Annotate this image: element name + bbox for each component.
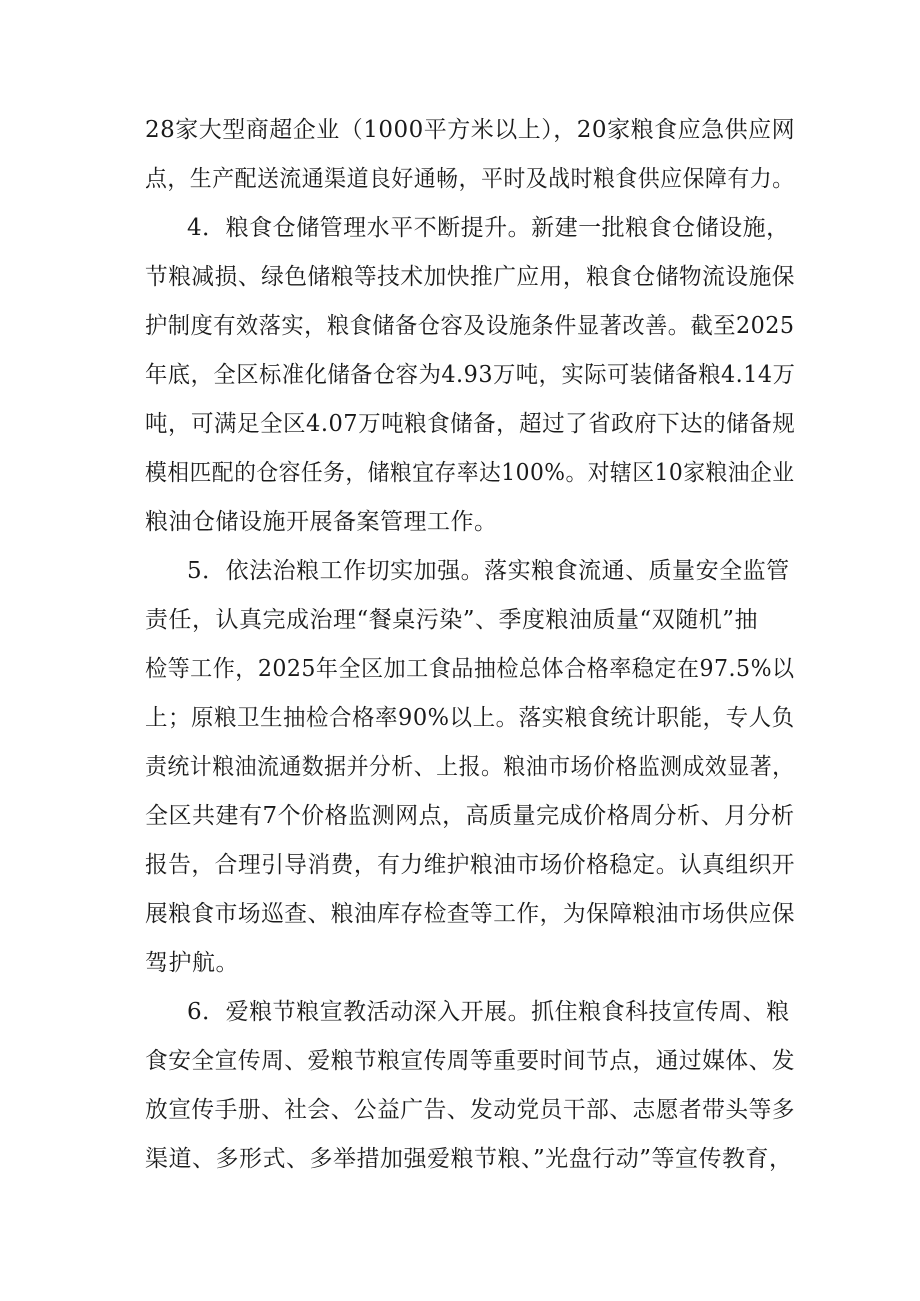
text-line: 全区共建有7个价格监测网点，高质量完成价格周分析、月分析	[145, 803, 795, 829]
text-line: 检等工作，2025年全区加工食品抽检总体合格率稳定在97.5%以	[145, 656, 795, 682]
text-line: 报告，合理引导消费，有力维护粮油市场价格稳定。认真组织开	[145, 852, 795, 878]
text-line: 年底，全区标准化储备仓容为4.93万吨，实际可装储备粮4.14万	[145, 362, 796, 388]
text-line: 模相匹配的仓容任务，储粮宜存率达100%。对辖区10家粮油企业	[145, 460, 795, 486]
text-line: 渠道、多形式、多举措加强爱粮节粮、”光盘行动”等宣传教育，	[145, 1146, 793, 1172]
text-line: 吨，可满足全区4.07万吨粮食储备，超过了省政府下达的储备规	[145, 411, 796, 437]
text-line: 驾护航。	[145, 950, 239, 976]
text-line: 粮油仓储设施开展备案管理工作。	[145, 509, 498, 535]
text-line: 护制度有效落实，粮食储备仓容及设施条件显著改善。截至2025	[145, 313, 795, 339]
paragraph-heading-4: 4．粮食仓储管理水平不断提升。新建一批粮食仓储设施，	[187, 215, 790, 241]
text-line: 展粮食市场巡查、粮油库存检查等工作，为保障粮油市场供应保	[145, 901, 795, 927]
paragraph-heading-5: 5．依法治粮工作切实加强。落实粮食流通、质量安全监管	[187, 558, 790, 584]
text-line: 28家大型商超企业（1000平方米以上），20家粮食应急供应网	[145, 117, 796, 143]
text-line: 节粮减损、绿色储粮等技术加快推广应用，粮食仓储物流设施保	[145, 264, 795, 290]
text-line: 点，生产配送流通渠道良好通畅，平时及战时粮食供应保障有力。	[145, 166, 795, 192]
text-line: 责统计粮油流通数据并分析、上报。粮油市场价格监测成效显著，	[145, 754, 795, 780]
text-line: 放宣传手册、社会、公益广告、发动党员干部、志愿者带头等多	[145, 1097, 795, 1123]
text-line: 责任，认真完成治理“餐桌污染”、季度粮油质量“双随机”抽	[145, 607, 759, 633]
text-line: 食安全宣传周、爱粮节粮宣传周等重要时间节点，通过媒体、发	[145, 1048, 795, 1074]
paragraph-heading-6: 6．爱粮节粮宣教活动深入开展。抓住粮食科技宣传周、粮	[187, 999, 790, 1025]
text-line: 上；原粮卫生抽检合格率90%以上。落实粮食统计职能，专人负	[145, 705, 795, 731]
